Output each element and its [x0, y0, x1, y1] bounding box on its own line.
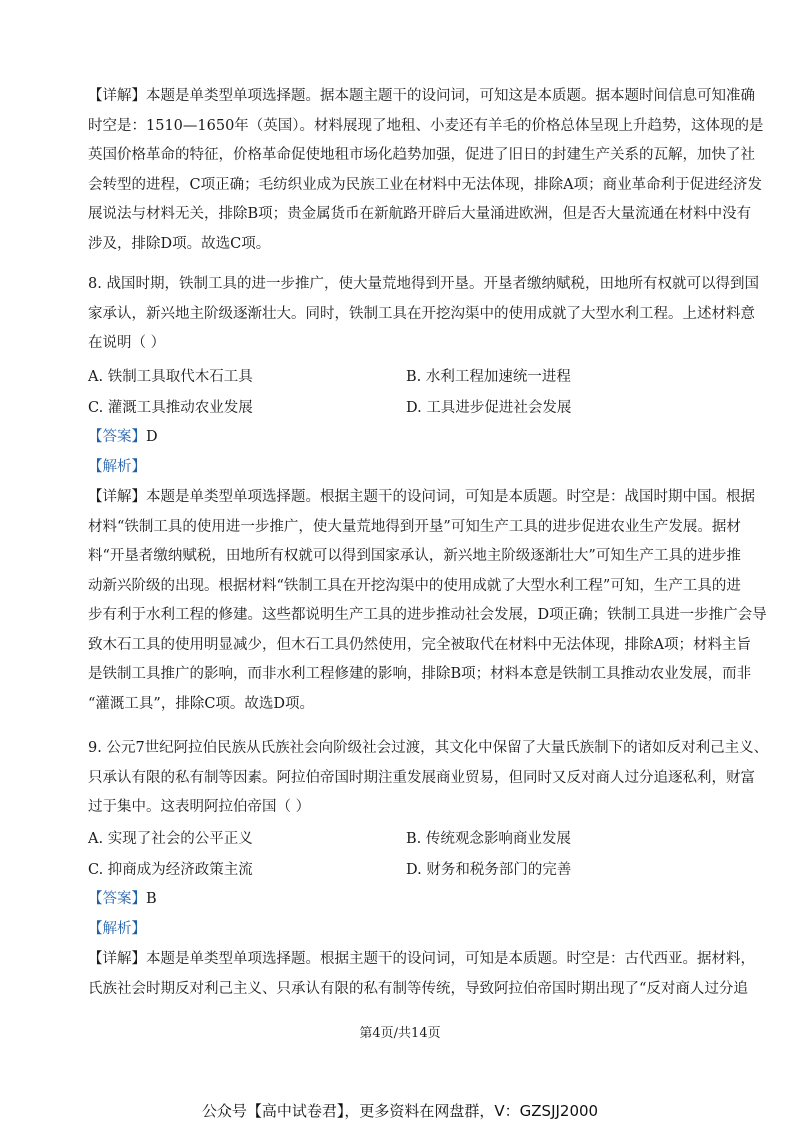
q9-option-c: C. 抑商成为经济政策主流 [88, 862, 253, 878]
page-number: 第4页/共14页 [359, 1026, 441, 1041]
q8-detail-line: 是铁制工具推广的影响，而非水利工程修建的影响，排除B项；材料本意是铁制工具推动农业发展，而非 [88, 666, 752, 682]
q8-answer-value: D [146, 429, 158, 445]
q7-detail-line: 英国价格革命的特征，价格革命促使地租市场化趋势加强，促进了旧日的封建生产关系的瓦解，加快了社 [88, 147, 755, 163]
q8-detail-line: 动新兴阶级的出现。根据材料“铁制工具在开挖沟渠中的使用成就了大型水利工程”可知，生产工具的进 [88, 577, 741, 594]
q8-detail-line: 致木石工具的使用明显减少，但木石工具仍然使用，完全被取代在材料中无法体现，排除A项；材料主旨 [88, 636, 751, 653]
q7-detail-line: 展说法与材料无关，排除B项；贵金属货币在新航路开辟后大量涌进欧洲，但是否大量流通在材料中没有 [88, 206, 752, 222]
q8-analysis-tag: 【解析】 [88, 458, 146, 475]
q8-answer-tag: 【答案】 [88, 429, 146, 445]
q8-detail-line: 料“开垦者缴纳赋税，田地所有权就可以得到国家承认，新兴地主阶级逐渐壮大”可知生产工具的进步推 [88, 548, 741, 564]
q8-stem-line: 家承认，新兴地主阶级逐渐壮大。同时，铁制工具在开挖沟渠中的使用成就了大型水利工程。上述材料意 [88, 305, 755, 322]
q7-detail-line: 【详解】本题是单类型单项选择题。据本题主题干的设问词，可知这是本质题。据本题时间信息可知准确 [88, 88, 755, 104]
q9-options-row-2 [88, 855, 728, 885]
q8-option-b: B. 水利工程加速统一进程 [406, 369, 571, 385]
q8-options-row-1 [88, 362, 728, 392]
q9-answer [88, 885, 728, 944]
q9-detail-line: 【详解】本题是单类型单项选择题。根据主题干的设问词，可知是本质题。时空是：古代西亚。据材料， [88, 951, 755, 967]
q8-detail-line: 材料“铁制工具的使用进一步推广，使大量荒地得到开垦”可知生产工具的进步促进农业生产发展。据材 [88, 518, 741, 535]
q9-option-a: A. 实现了社会的公平正义 [88, 831, 253, 847]
q8-stem-line: 在说明（ ） [88, 335, 166, 351]
q8-option-d: D. 工具进步促进社会发展 [406, 400, 572, 416]
q9-answer-tag: 【答案】 [88, 891, 146, 907]
q9-stem-line: 9. 公元7世纪阿拉伯民族从氏族社会向阶级社会过渡，其文化中保留了大量氏族制下的诸如反对利己主义、 [88, 740, 769, 756]
q7-detail-line: 会转型的进程，C项正确；毛纺织业成为民族工业在材料中无法体现，排除A项；商业革命利于促进经济发 [88, 176, 763, 193]
q9-option-b: B. 传统观念影响商业发展 [406, 831, 571, 847]
q9-detail-line: 氏族社会时期反对利己主义、只承认有限的私有制等传统，导致阿拉伯帝国时期出现了“反对商人过分追 [88, 980, 748, 997]
q7-detail-line: 涉及，排除D项。故选C项。 [88, 235, 271, 252]
q9-option-d: D. 财务和税务部门的完善 [406, 862, 572, 878]
q8-stem-line: 8. 战国时期，铁制工具的进一步推广，使大量荒地得到开垦。开垦者缴纳赋税，田地所有权就可以得到国 [88, 276, 759, 292]
q9-analysis-tag: 【解析】 [88, 920, 146, 937]
q9-stem-line: 只承认有限的私有制等因素。阿拉伯帝国时期注重发展商业贸易，但同时又反对商人过分追逐私利，财富 [88, 769, 755, 786]
q8-detail-line: 【详解】本题是单类型单项选择题。根据主题干的设问词，可知是本质题。时空是：战国时期中国。根据 [88, 489, 755, 505]
q9-detail [88, 945, 755, 1004]
q8-stem [88, 270, 759, 359]
q7-detail-line: 时空是：1510—1650年（英国）。材料展现了地租、小麦还有羊毛的价格总体呈现上升趋势，这体现的是 [88, 117, 764, 134]
footer-watermark: 公众号【高中试卷君】，更多资料在网盘群，V：GZSJJ2000 [201, 1102, 599, 1120]
q8-detail [88, 483, 767, 719]
q9-answer-value: B [146, 891, 157, 907]
q7-detail [88, 82, 764, 259]
q8-answer [88, 423, 728, 482]
q9-options-row-1 [88, 824, 728, 854]
q9-stem [88, 734, 769, 823]
q8-detail-line: 步有利于水利工程的修建。这些都说明生产工具的进步推动社会发展，D项正确；铁制工具进一步推广会导 [88, 607, 767, 623]
q8-detail-line: “灌溉工具”，排除C项。故选D项。 [88, 695, 315, 712]
q9-stem-line: 过于集中。这表明阿拉伯帝国（ ） [88, 799, 311, 815]
q8-option-c: C. 灌溉工具推动农业发展 [88, 400, 253, 416]
q8-option-a: A. 铁制工具取代木石工具 [88, 369, 253, 385]
q8-options-row-2 [88, 393, 728, 423]
